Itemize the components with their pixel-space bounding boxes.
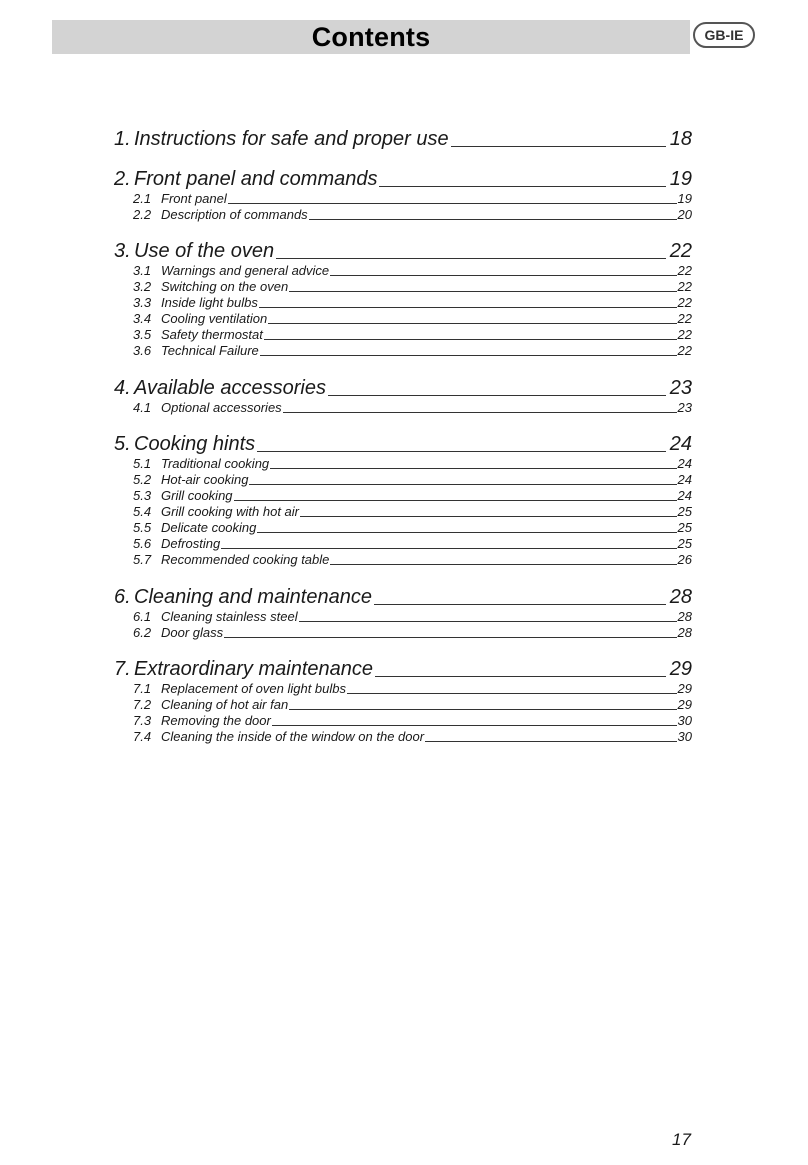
toc-subsection-title: Inside light bulbs [161, 295, 258, 310]
toc-subsection-number: 5.1 [133, 456, 152, 471]
toc-page-number: 22 [669, 240, 692, 262]
dot-leader [300, 515, 677, 517]
toc-subsection-6-2[interactable] [133, 625, 692, 641]
toc-subsection-number: 6.2 [133, 625, 152, 640]
toc-page-number: 22 [677, 295, 692, 310]
toc-subsection-5-7[interactable] [133, 552, 692, 568]
toc-subsection-6-1[interactable] [133, 609, 692, 625]
toc-page-number: 23 [677, 400, 692, 415]
toc-subsection-number: 3.1 [133, 263, 152, 278]
toc-subsection-number: 3.6 [133, 343, 152, 358]
toc-subsection-number: 5.3 [133, 488, 152, 503]
dot-leader [309, 218, 677, 220]
toc-section-number: 1. [114, 128, 131, 150]
toc-subsection-title: Traditional cooking [161, 456, 270, 471]
toc-subsection-number: 3.5 [133, 327, 152, 342]
toc-page-number: 30 [677, 729, 692, 744]
dot-leader [221, 547, 676, 549]
toc-page-number: 24 [669, 433, 692, 455]
toc-section-number: 3. [114, 240, 131, 262]
toc-page-number: 28 [669, 586, 692, 608]
page-title: Contents [311, 22, 431, 52]
toc-page-number: 29 [677, 697, 692, 712]
dot-leader [228, 202, 677, 204]
dot-leader [283, 411, 677, 413]
toc-subsection-2-1[interactable] [133, 191, 692, 207]
toc-subsection-3-1[interactable] [133, 263, 692, 279]
dot-leader [257, 450, 666, 452]
toc-subsection-title: Technical Failure [161, 343, 259, 358]
toc-page-number: 28 [677, 609, 692, 624]
toc-page-number: 24 [677, 456, 692, 471]
toc-section-number: 4. [114, 377, 131, 399]
toc-subsection-number: 7.4 [133, 729, 152, 744]
dot-leader [451, 145, 666, 147]
toc-subsection-number: 3.3 [133, 295, 152, 310]
toc-section-1[interactable] [114, 127, 692, 151]
toc-subsection-2-2[interactable] [133, 207, 692, 223]
toc-page-number: 22 [677, 279, 692, 294]
toc-page-number: 24 [677, 488, 692, 503]
dot-leader [268, 322, 676, 324]
toc-subsection-number: 7.1 [133, 681, 152, 696]
toc-subsection-title: Defrosting [161, 536, 221, 551]
toc-subsection-3-4[interactable] [133, 311, 692, 327]
toc-page-number: 22 [677, 327, 692, 342]
toc-subsection-number: 5.7 [133, 552, 152, 567]
toc-subsection-title: Optional accessories [161, 400, 282, 415]
toc-subsection-title: Cleaning the inside of the window on the door [161, 729, 425, 744]
toc-subsection-title: Cleaning stainless steel [161, 609, 298, 624]
dot-leader [289, 708, 676, 710]
toc-page-number: 25 [677, 520, 692, 535]
toc-subsection-7-3[interactable] [133, 713, 692, 729]
toc-subsection-title: Cooling ventilation [161, 311, 268, 326]
toc-page-number: 29 [677, 681, 692, 696]
toc-subsection-number: 3.2 [133, 279, 152, 294]
toc-subsection-number: 5.5 [133, 520, 152, 535]
toc-subsection-title: Door glass [161, 625, 224, 640]
toc-section-title: Cleaning and maintenance [134, 586, 372, 608]
toc-page-number: 22 [677, 263, 692, 278]
dot-leader [328, 394, 666, 396]
toc-section-number: 6. [114, 586, 131, 608]
dot-leader [270, 467, 676, 469]
toc-subsection-title: Grill cooking with hot air [161, 504, 299, 519]
toc-page-number: 20 [677, 207, 692, 222]
dot-leader [260, 354, 677, 356]
toc-subsection-7-2[interactable] [133, 697, 692, 713]
toc-subsection-7-4[interactable] [133, 729, 692, 745]
toc-page-number: 19 [669, 168, 692, 190]
dot-leader [330, 274, 676, 276]
dot-leader [374, 603, 666, 605]
toc-subsection-number: 4.1 [133, 400, 152, 415]
toc-page-number: 26 [677, 552, 692, 567]
toc-section-number: 5. [114, 433, 131, 455]
toc-subsection-3-2[interactable] [133, 279, 692, 295]
dot-leader [234, 499, 677, 501]
toc-subsection-number: 2.2 [133, 207, 152, 222]
toc-subsection-title: Removing the door [161, 713, 271, 728]
toc-subsection-number: 5.4 [133, 504, 152, 519]
toc-page-number: 30 [677, 713, 692, 728]
toc-section-title: Instructions for safe and proper use [134, 128, 449, 150]
toc-subsection-title: Switching on the oven [161, 279, 289, 294]
dot-leader [276, 257, 666, 259]
toc-section-3[interactable] [114, 239, 692, 263]
toc-page-number: 22 [677, 311, 692, 326]
toc-page-number: 24 [677, 472, 692, 487]
toc-section-6[interactable] [114, 585, 692, 609]
dot-leader [264, 338, 677, 340]
toc-section-7[interactable] [114, 657, 692, 681]
language-badge: GB-IE [693, 22, 755, 48]
toc-section-title: Extraordinary maintenance [134, 658, 374, 680]
toc-subsection-3-3[interactable] [133, 295, 692, 311]
toc-section-5[interactable] [114, 432, 692, 456]
toc-subsection-7-1[interactable] [133, 681, 692, 697]
dot-leader [425, 740, 676, 742]
toc-page-number: 25 [677, 536, 692, 551]
toc-subsection-number: 6.1 [133, 609, 152, 624]
toc-subsection-5-6[interactable] [133, 536, 692, 552]
toc-subsection-number: 7.2 [133, 697, 152, 712]
header-bar [52, 20, 690, 54]
toc-page-number: 19 [677, 191, 692, 206]
dot-leader [330, 563, 676, 565]
toc-subsection-title: Hot-air cooking [161, 472, 249, 487]
toc-subsection-number: 5.6 [133, 536, 152, 551]
dot-leader [257, 531, 676, 533]
toc-page-number: 25 [677, 504, 692, 519]
toc-subsection-5-1[interactable] [133, 456, 692, 472]
toc-subsection-number: 2.1 [133, 191, 152, 206]
toc-page-number: 18 [669, 128, 692, 150]
toc-subsection-title: Recommended cooking table [161, 552, 330, 567]
toc-section-4[interactable] [114, 376, 692, 400]
toc-subsection-3-5[interactable] [133, 327, 692, 343]
toc-subsection-title: Front panel [161, 191, 227, 206]
toc-subsection-title: Grill cooking [161, 488, 233, 503]
toc-subsection-5-3[interactable] [133, 488, 692, 504]
dot-leader [289, 290, 676, 292]
dot-leader [224, 636, 676, 638]
toc-subsection-number: 3.4 [133, 311, 152, 326]
toc-subsection-5-4[interactable] [133, 504, 692, 520]
toc-page-number: 28 [677, 625, 692, 640]
toc-subsection-5-2[interactable] [133, 472, 692, 488]
toc-subsection-5-5[interactable] [133, 520, 692, 536]
toc-subsection-title: Cleaning of hot air fan [161, 697, 289, 712]
toc-subsection-4-1[interactable] [133, 400, 692, 416]
toc-section-title: Use of the oven [134, 240, 275, 262]
toc-subsection-title: Description of commands [161, 207, 308, 222]
toc-subsection-title: Delicate cooking [161, 520, 257, 535]
dot-leader [249, 483, 676, 485]
toc-section-number: 7. [114, 658, 131, 680]
dot-leader [347, 692, 677, 694]
toc-page-number: 23 [669, 377, 692, 399]
toc-page-number: 29 [669, 658, 692, 680]
toc-subsection-title: Replacement of oven light bulbs [161, 681, 347, 696]
dot-leader [375, 675, 666, 677]
toc-section-title: Front panel and commands [134, 168, 378, 190]
dot-leader [299, 620, 677, 622]
toc-section-title: Cooking hints [134, 433, 256, 455]
toc-page-number: 22 [677, 343, 692, 358]
toc-section-number: 2. [114, 168, 131, 190]
toc-subsection-title: Warnings and general advice [161, 263, 330, 278]
dot-leader [379, 185, 665, 187]
toc-section-title: Available accessories [134, 377, 326, 399]
footer-page-number: 17 [672, 1130, 691, 1149]
toc-subsection-number: 5.2 [133, 472, 152, 487]
toc-subsection-title: Safety thermostat [161, 327, 263, 342]
dot-leader [259, 306, 677, 308]
toc-section-2[interactable] [114, 167, 692, 191]
toc-subsection-number: 7.3 [133, 713, 152, 728]
toc-subsection-3-6[interactable] [133, 343, 692, 359]
dot-leader [272, 724, 677, 726]
